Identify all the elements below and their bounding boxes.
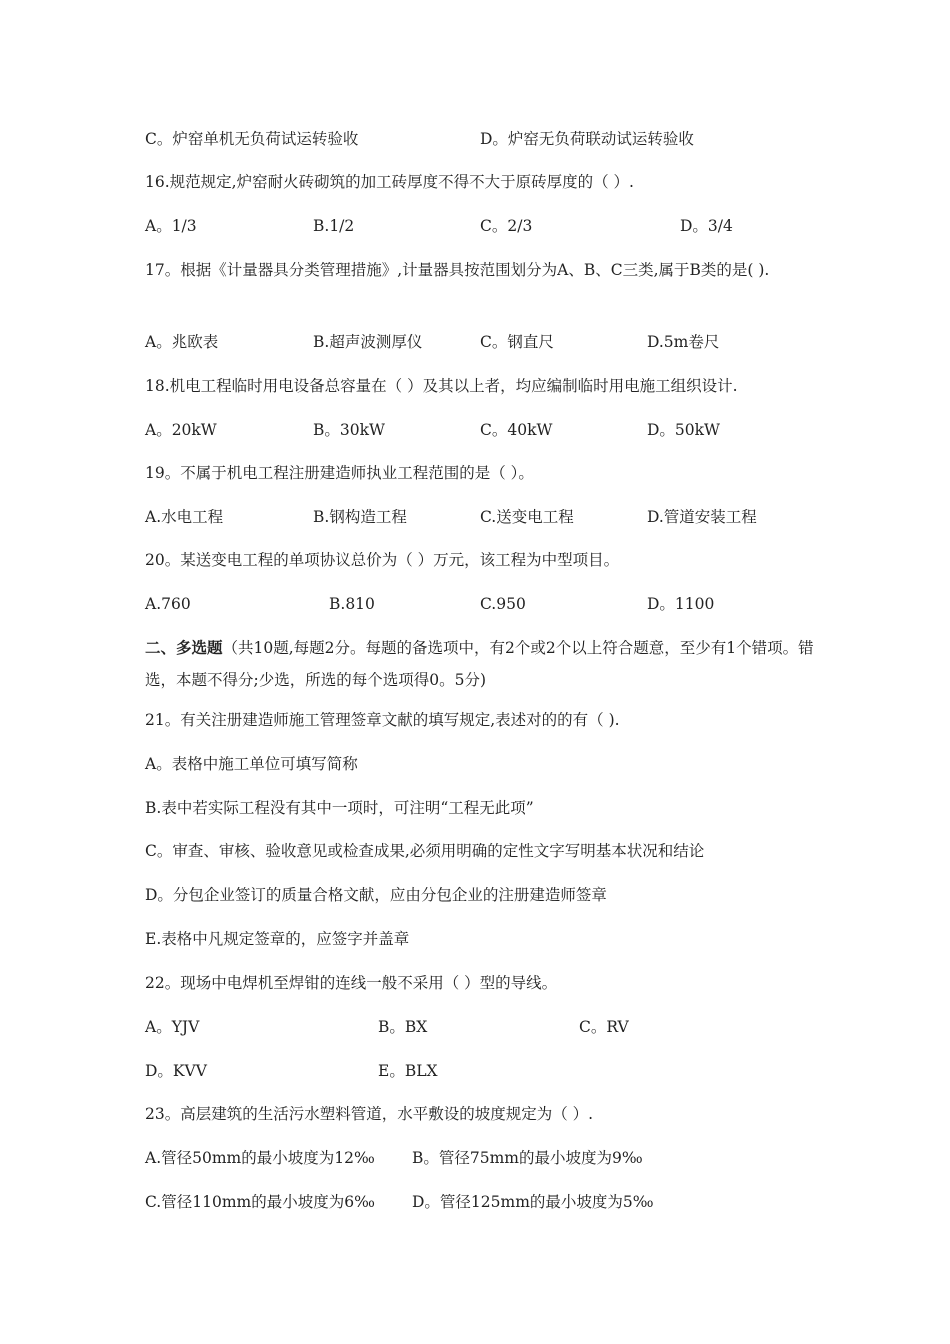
q18-option-a: A。20kW: [145, 421, 217, 439]
q20-option-a: A.760: [145, 595, 191, 613]
q15-option-c: C。炉窑单机无负荷试运转验收: [145, 130, 359, 148]
q19-option-b: B.钢构造工程: [313, 508, 407, 526]
q23-option-c: C.管径110mm的最小坡度为6‰: [145, 1193, 375, 1211]
q18-option-d: D。50kW: [647, 421, 720, 439]
q23-stem: 23。高层建筑的生活污水塑料管道，水平敷设的坡度规定为（ ）.: [145, 1105, 594, 1123]
section-2-title: 二、多选题: [145, 638, 223, 657]
q18-option-b: B。30kW: [313, 421, 385, 439]
q17-stem: 17。根据《计量器具分类管理措施》,计量器具按范围划分为A、B、C三类,属于B类的是( ).: [145, 261, 770, 279]
q22-stem: 22。现场中电焊机至焊钳的连线一般不采用（ ）型的导线。: [145, 974, 558, 992]
q16-option-a: A。1/3: [145, 217, 197, 235]
q20-stem: 20。某送变电工程的单项协议总价为（ ）万元，该工程为中型项目。: [145, 551, 620, 569]
q19-option-a: A.水电工程: [145, 508, 224, 526]
q16-option-d: D。3/4: [680, 217, 733, 235]
q16-option-b: B.1/2: [313, 217, 355, 235]
q18-stem: 18.机电工程临时用电设备总容量在（ ）及其以上者，均应编制临时用电施工组织设计.: [145, 377, 738, 395]
q20-option-c: C.950: [480, 595, 526, 613]
q20-option-b: B.810: [329, 595, 375, 613]
q15-option-d: D。炉窑无负荷联动试运转验收: [480, 130, 694, 148]
q17-option-d: D.5m卷尺: [647, 333, 720, 351]
q17-option-b: B.超声波测厚仪: [313, 333, 423, 351]
q19-option-c: C.送变电工程: [480, 508, 574, 526]
q21-option-a: A。表格中施工单位可填写简称: [145, 755, 358, 773]
q21-stem: 21。有关注册建造师施工管理签章文献的填写规定,表述对的的有（ ).: [145, 711, 620, 729]
q23-option-a: A.管径50mm的最小坡度为12‰: [145, 1149, 375, 1167]
q17-option-a: A。兆欧表: [145, 333, 219, 351]
q22-option-a: A。YJV: [145, 1018, 200, 1036]
q23-option-b: B。管径75mm的最小坡度为9‰: [412, 1149, 643, 1167]
q22-option-d: D。KVV: [145, 1062, 207, 1080]
q18-option-c: C。40kW: [480, 421, 553, 439]
q16-stem: 16.规范规定,炉窑耐火砖砌筑的加工砖厚度不得不大于原砖厚度的（ ）.: [145, 173, 634, 191]
q19-option-d: D.管道安装工程: [647, 508, 757, 526]
q23-option-d: D。管径125mm的最小坡度为5‰: [412, 1193, 654, 1211]
q22-option-b: B。BX: [378, 1018, 428, 1036]
section-2-description: （共10题,每题2分。每题的备选项中，有2个或2个以上符合题意，至少有1个错项。错选，本题不得分;少选，所选的每个选项得0。5分): [145, 639, 814, 689]
q22-option-e: E。BLX: [378, 1062, 438, 1080]
q17-option-c: C。钢直尺: [480, 333, 554, 351]
q21-option-e: E.表格中凡规定签章的，应签字并盖章: [145, 930, 410, 948]
section-2-header: [145, 632, 815, 696]
q19-stem: 19。不属于机电工程注册建造师执业工程范围的是（ ）。: [145, 464, 534, 482]
q20-option-d: D。1100: [647, 595, 715, 613]
q21-option-b: B.表中若实际工程没有其中一项时，可注明“工程无此项”: [145, 799, 534, 817]
q21-option-d: D。分包企业签订的质量合格文献，应由分包企业的注册建造师签章: [145, 886, 607, 904]
q16-option-c: C。2/3: [480, 217, 533, 235]
q22-option-c: C。RV: [579, 1018, 629, 1036]
q21-option-c: C。审查、审核、验收意见或检查成果,必须用明确的定性文字写明基本状况和结论: [145, 842, 705, 860]
